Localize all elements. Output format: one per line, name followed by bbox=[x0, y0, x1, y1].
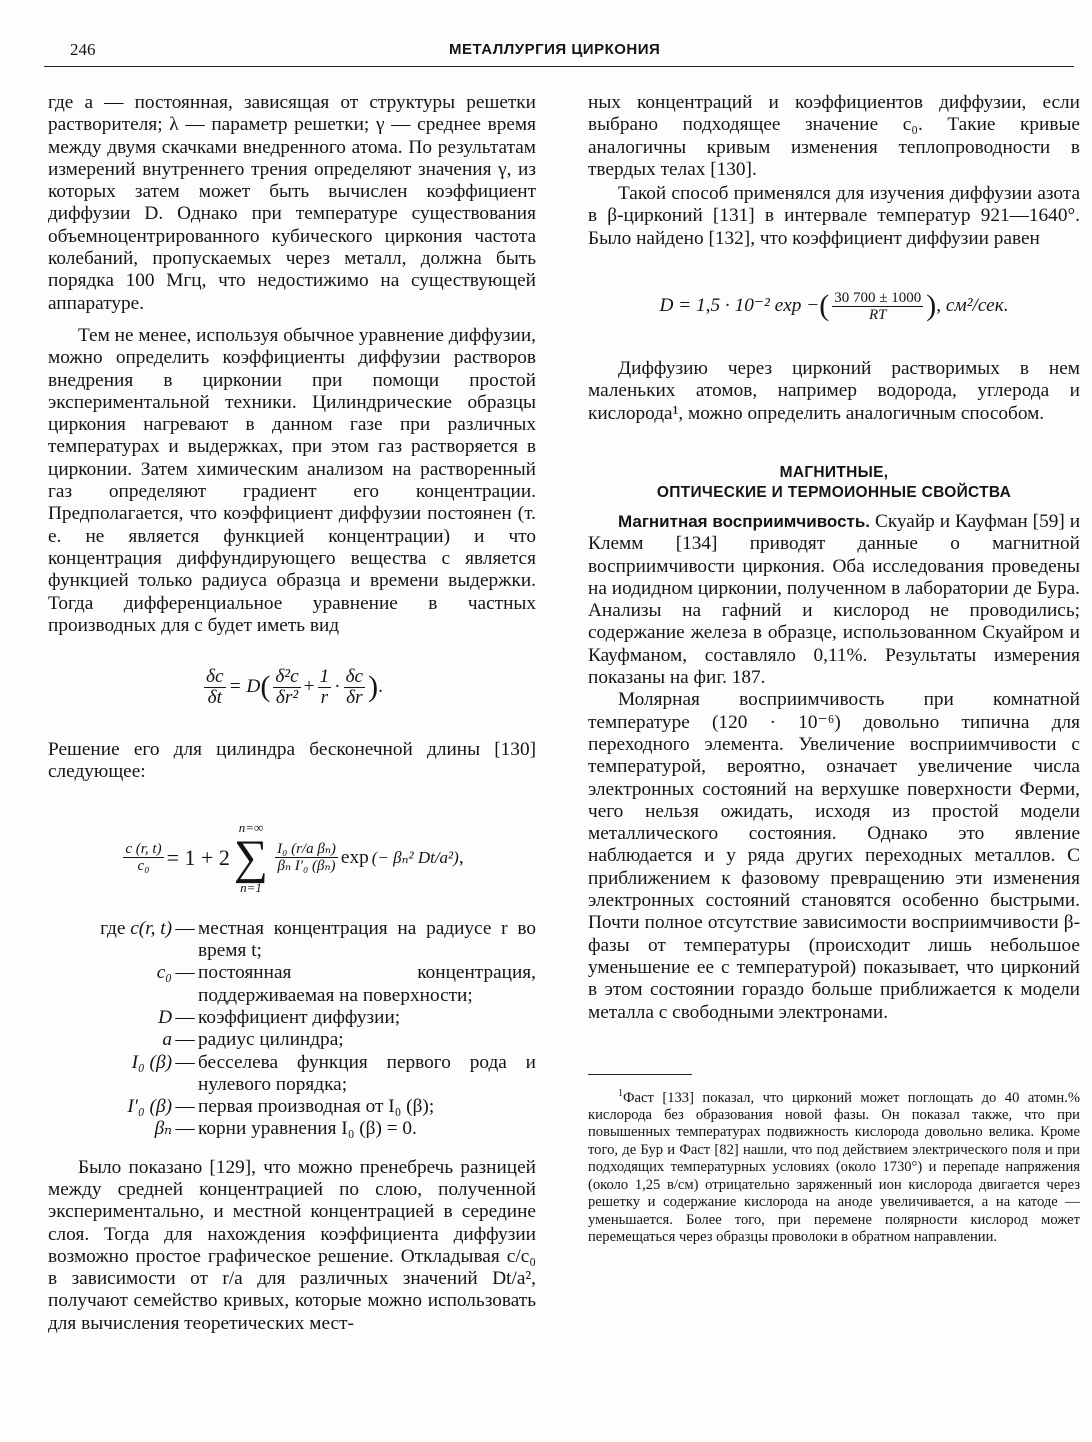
paren-left: ( bbox=[819, 289, 830, 323]
legend-row bbox=[48, 1007, 536, 1029]
eq3-num: 30 700 ± 1000 bbox=[834, 289, 922, 306]
eq1-plus: + bbox=[303, 675, 315, 697]
eq2-end: , bbox=[458, 846, 464, 868]
legend-row bbox=[48, 918, 536, 963]
page-number: 246 bbox=[70, 40, 96, 59]
legend-symbol: I′₀ (β) bbox=[127, 1096, 172, 1118]
legend-description: корни уравнения I₀ (β) = 0. bbox=[198, 1118, 417, 1140]
sigma-symbol: ∑ bbox=[233, 830, 269, 884]
paragraph: Решение его для цилиндра бесконечной длины [130] следующее: bbox=[48, 739, 536, 783]
paren-right: ) bbox=[926, 289, 937, 323]
eq1-end: . bbox=[378, 675, 383, 697]
legend-symbol: D bbox=[158, 1006, 172, 1028]
eq2-frac-den: βₙ I′₀ (βₙ) bbox=[277, 858, 336, 875]
legend-description: бесселева функция первого рода и нулевого порядка; bbox=[198, 1051, 536, 1095]
run-in-heading: Магнитная восприимчивость. bbox=[618, 511, 871, 531]
eq2-lhs-den: c₀ bbox=[137, 858, 150, 875]
legend-symbol: βₙ bbox=[154, 1118, 172, 1140]
paragraph: Было показано [129], что можно пренебречь разницей между средней концентрацией по слою, полученной экспериментально, и местной концентрацией в середине слоя. Тогда для нахождения коэффициента диффузии возможно простое графическое решение. Откладывая c/c₀ в зависимости от r/a для различных значений Dt/a², получают семейство кривых, которые можно использовать для вычисления теоретических мест- bbox=[48, 1156, 536, 1334]
legend-row bbox=[48, 962, 536, 1007]
legend-symbol: a bbox=[162, 1029, 172, 1051]
sum-upper-limit: n=∞ bbox=[238, 819, 264, 835]
right-column bbox=[588, 92, 1080, 1246]
legend-description: постоянная концентрация, поддерживаемая на поверхности; bbox=[198, 962, 536, 1006]
section-heading-line: МАГНИТНЫЕ, bbox=[779, 463, 889, 481]
footnote-rule bbox=[588, 1074, 692, 1075]
paragraph: Диффузию через цирконий растворимых в нем маленьких атомов, например водорода, углерода и кислорода¹, можно определить аналогичным способом. bbox=[588, 358, 1080, 424]
legend-dash: — bbox=[175, 1051, 195, 1073]
legend-dash: — bbox=[175, 1096, 195, 1118]
section-heading bbox=[588, 463, 1080, 503]
legend-dash: — bbox=[175, 962, 195, 984]
running-head bbox=[44, 38, 1074, 67]
eq2-eq-part: = 1 + 2 bbox=[166, 844, 230, 870]
paragraph: ных концентраций и коэффициентов диффузии, если выбрано подходящее значение c₀. Такие кривые аналогичны кривым изменения теплопроводности в твердых телах [130]. bbox=[588, 92, 1080, 180]
eq2-lhs-num: c (r, t) bbox=[125, 841, 162, 858]
legend-description: радиус цилиндра; bbox=[198, 1029, 344, 1051]
legend-row bbox=[48, 1096, 536, 1118]
paragraph: Молярная восприимчивость при комнатной температуре (120 · 10⁻⁶) довольно типична для переходного элемента. Увеличение восприимчивости с температурой, вероятно, означает увеличение числа электронных состояний на верхушке поверхности Ферми, чего нельзя ожидать, исходя из простой модели металлического состояния. Однако это явление наблюдается и у ряда других переходных металлов. С приближением к фазовому превращению эти изменения электронных состояний становятся особенно быстрыми. Почти полное отсутствие зависимости восприимчивости β-фазы от температуры (происходит лишь небольшое уменьшение ее с температурой) показывает, что цирконий в этом состоянии гораздо больше приближается к модели металла с свободными электронами. bbox=[588, 689, 1080, 1023]
eq2-exp: exp bbox=[340, 846, 369, 868]
eq1-t2-den: r bbox=[320, 686, 329, 708]
eq1-t2-num: 1 bbox=[319, 665, 330, 687]
diffusion-coefficient-formula bbox=[588, 276, 1080, 336]
legend-dash: — bbox=[175, 1029, 195, 1051]
legend-intro: где bbox=[100, 917, 126, 939]
eq1-t3-num: δc bbox=[345, 665, 364, 687]
eq1-t3-den: δr bbox=[346, 686, 363, 708]
legend-symbol: c(r, t) bbox=[130, 917, 172, 939]
legend-description: коэффициент диффузии; bbox=[198, 1006, 401, 1028]
legend-dash: — bbox=[175, 917, 195, 939]
eq1-t1-num: δ²c bbox=[275, 665, 299, 687]
eq3-den: RT bbox=[868, 306, 887, 323]
paragraph: Тем не менее, используя обычное уравнение диффузии, можно определить коэффициенты диффузии растворов внедрения в цирконии при помощи простой экспериментальной техники. Цилиндрические образцы циркония нагревают в данном газе при различных температурах и выдержках, при этом газ растворяется в цирконии. Затем химическим анализом на растворенный газ определяют градиент его концентрации. Предполагается, что коэффициент диффузии постоянен (т. е. не является функцией концентрации) и что концентрация диффундирующего вещества c является функцией только радиуса образца и времени выдержки. Тогда дифференциальное уравнение в частных производных для c будет иметь вид bbox=[48, 324, 536, 636]
left-column bbox=[48, 92, 536, 1335]
legend-row bbox=[48, 1052, 536, 1097]
footnote-mark: 1 bbox=[618, 1087, 623, 1099]
legend-description: первая производная от I₀ (β); bbox=[198, 1096, 435, 1118]
footnote-text: Фаст [133] показал, что цирконий может поглощать до 40 атомн.% кислорода без образования новой фазы. Он показал также, что при повышенных температурах подвижность кислорода довольно велика. Кроме того, де Бур и Фаст [82] нашли, что под действием электрического поля и при подходящих температурных условиях (около 1730°) и перепаде напряжения (около 1,25 в/см) отрицательно заряженный ион кислорода двигается через решетку и содержание кислорода на аноде увеличивается, а на катоде — уменьшается. Более того, при перемене полярности кислород может перемещаться через образцы проволоки в обратном направлении. bbox=[588, 1089, 1080, 1245]
legend-symbol: I₀ (β) bbox=[131, 1051, 172, 1073]
eq1-t1-den: δr² bbox=[275, 686, 299, 708]
legend-description: местная концентрация на радиусе r во время t; bbox=[198, 917, 536, 962]
legend-dash: — bbox=[175, 1118, 195, 1140]
section-heading-line: ОПТИЧЕСКИЕ И ТЕРМОИОННЫЕ СВОЙСТВА bbox=[656, 483, 1012, 501]
eq1-dot: · bbox=[334, 675, 341, 697]
paragraph: Такой способ применялся для изучения диффузии азота в β-цирконий [131] в интервале температур 921—1640°. Было найдено [132], что коэффициент диффузии равен bbox=[588, 183, 1080, 249]
summation bbox=[234, 821, 268, 895]
eq1-eq: = D bbox=[228, 675, 261, 697]
eq2-frac-num: I₀ (r/a βₙ) bbox=[277, 841, 336, 858]
paren-right: ) bbox=[368, 670, 379, 704]
footnote bbox=[588, 1085, 1080, 1247]
legend-dash: — bbox=[175, 1006, 195, 1028]
eq3-lhs: D = 1,5 · 10⁻² exp − bbox=[659, 294, 820, 316]
bessel-solution-equation bbox=[48, 806, 536, 910]
diffusion-equation bbox=[48, 659, 536, 715]
legend-row bbox=[48, 1118, 536, 1140]
eq3-units: , см²/сек. bbox=[936, 294, 1009, 316]
eq2-exp-arg: (− βₙ² Dt/a²) bbox=[371, 847, 459, 867]
paragraph-text: Скуайр и Кауфман [59] и Клемм [134] приводят данные о магнитной восприимчивости циркония. Оба исследования проведены на иодидном цирконии, полученном в лаборатории де Бура. Анализы на гафний и кислород не проводились; содержание железа в образце, использованном Скуайром и Кауфманом, составляло 0,11%. Результаты измерения показаны на фиг. 187. bbox=[588, 510, 1081, 689]
symbol-legend bbox=[48, 918, 536, 1141]
sum-lower-limit: n=1 bbox=[240, 879, 262, 895]
legend-row bbox=[48, 1029, 536, 1051]
paragraph: где a — постоянная, зависящая от структуры решетки растворителя; λ — параметр решетки; γ — среднее время между двумя скачками внедренного атома. По результатам измерений внутреннего трения определяют значения γ, из которых затем может быть вычислен коэффициент диффузии D. Однако при температуре существования объемноцентрированного кубического циркония частота колебаний, пропускаемых через металл, должна быть порядка 100 Мгц, что недостижимо на существующей аппаратуре. bbox=[48, 92, 536, 314]
paren-left: ( bbox=[260, 670, 271, 704]
legend-symbol: c₀ bbox=[156, 962, 172, 984]
running-title: МЕТАЛЛУРГИЯ ЦИРКОНИЯ bbox=[449, 41, 661, 58]
paragraph bbox=[588, 511, 1080, 689]
eq1-lhs-num: δc bbox=[206, 665, 224, 687]
eq1-lhs-den: δt bbox=[207, 686, 222, 708]
